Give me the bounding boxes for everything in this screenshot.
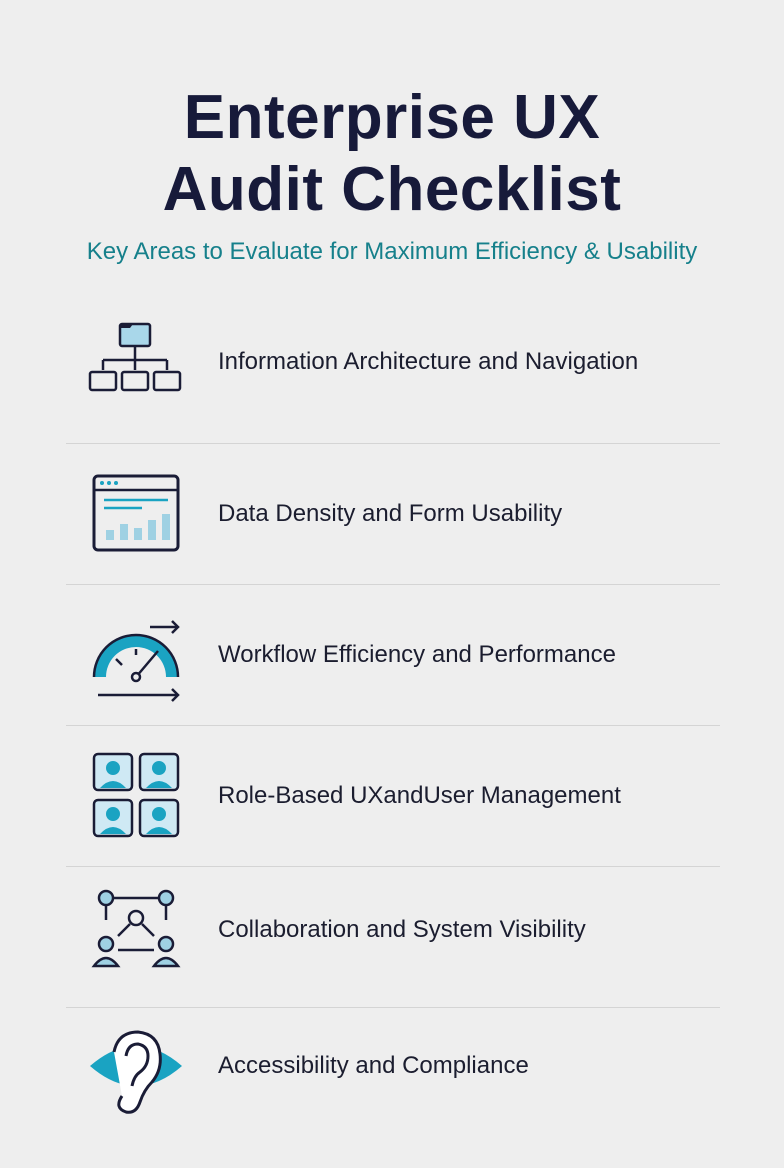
dashboard-window-icon bbox=[86, 464, 186, 564]
folder-hierarchy-icon bbox=[86, 312, 186, 412]
checklist-item-collaboration bbox=[66, 860, 720, 1000]
ear-eye-icon bbox=[86, 1016, 186, 1116]
title-line-1: Enterprise UX bbox=[183, 83, 601, 152]
checklist-item-information-architecture bbox=[66, 292, 720, 432]
checklist-item-label: Data Density and Form Usability bbox=[218, 500, 563, 527]
page-subtitle: Key Areas to Evaluate for Maximum Efficiency & Usability bbox=[86, 238, 698, 265]
checklist-item-label: Role-Based UXandUser Management bbox=[218, 782, 621, 809]
speedometer-icon bbox=[86, 605, 186, 705]
network-users-icon bbox=[86, 880, 186, 980]
user-roles-icon bbox=[86, 746, 186, 846]
checklist-item-role-based bbox=[66, 726, 720, 866]
checklist-item-data-density bbox=[66, 444, 720, 584]
checklist-item-label: Collaboration and System Visibility bbox=[218, 916, 586, 943]
checklist-item-workflow bbox=[66, 585, 720, 725]
checklist-item-accessibility bbox=[66, 996, 720, 1136]
checklist-item-label: Accessibility and Compliance bbox=[218, 1052, 529, 1079]
title-line-2: Audit Checklist bbox=[162, 155, 622, 224]
checklist-item-label: Workflow Efficiency and Performance bbox=[218, 641, 616, 668]
checklist-item-label: Information Architecture and Navigation bbox=[218, 348, 639, 375]
page-title bbox=[0, 82, 784, 226]
